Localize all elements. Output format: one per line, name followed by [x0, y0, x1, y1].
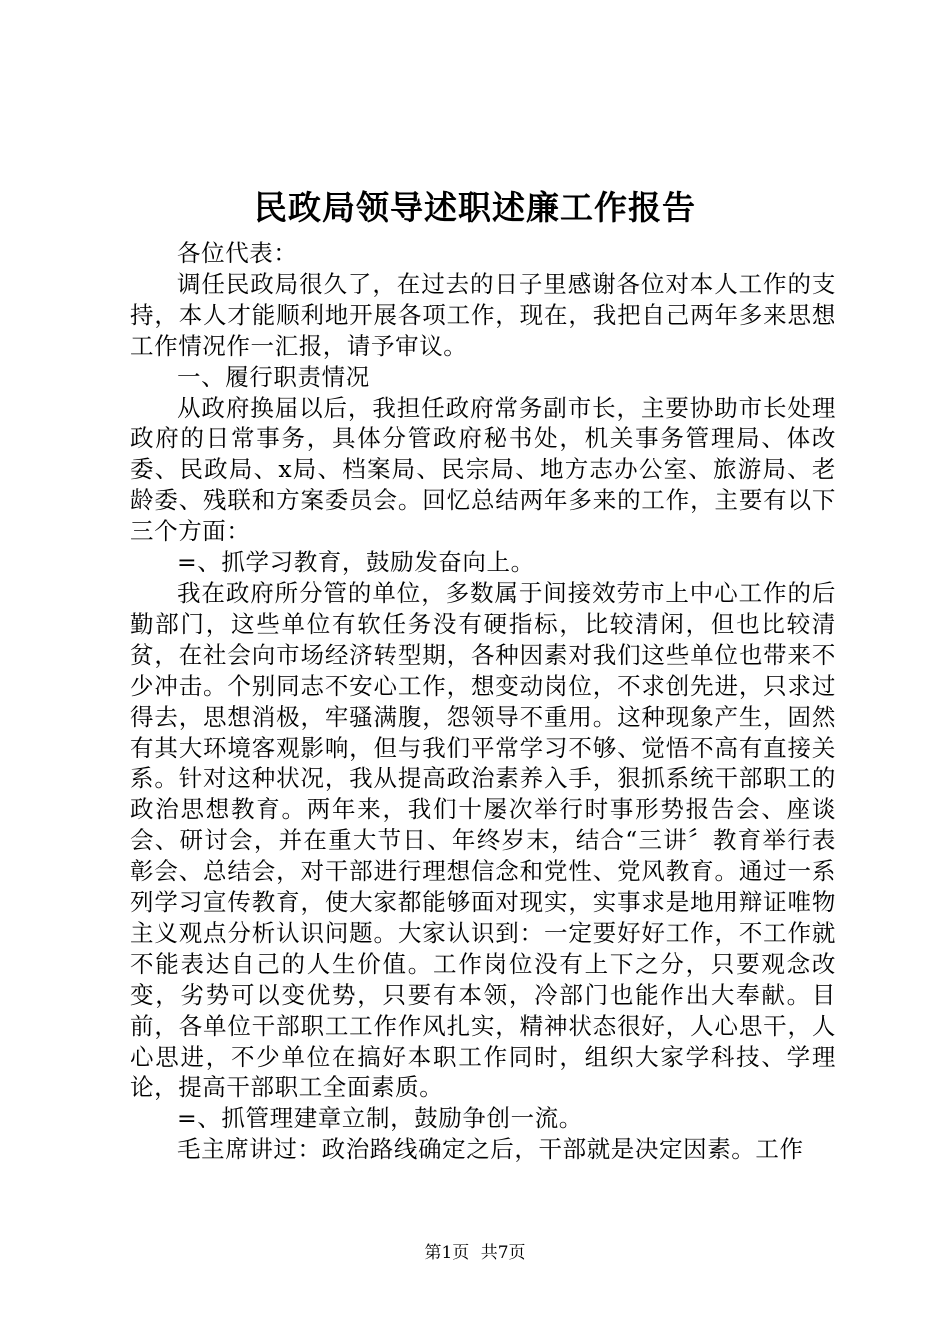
- document-body: [130, 238, 836, 1165]
- study-education-paragraph: 我在政府所分管的单位，多数属于间接效劳市上中心工作的后勤部门，这些单位有软任务没有硬指标，比较清闲，但也比较清贫，在社会向市场经济转型期，各种因素对我们这些单位也带来不少冲击。个别同志不安心工作，想变动岗位，不求创先进，只求过得去，思想消极，牢骚满腹，怨领导不重用。这种现象产生，固然有其大环境客观影响，但与我们平常学习不够、觉悟不高有直接关系。针对这种状况，我从提高政治素养入手，狠抓系统干部职工的政治思想教育。两年来，我们十屡次举行时事形势报告会、座谈会、研讨会，并在重大节日、年终岁末，结合“三讲〞教育举行表彰会、总结会，对干部进行理想信念和党性、党风教育。通过一系列学习宣传教育，使大家都能够面对现实，实事求是地用辩证唯物主义观点分析认识问题。大家认识到：一定要好好工作，不工作就不能表达自己的人生价值。工作岗位没有上下之分，只要观念改变，劣势可以变优势，只要有本领，冷部门也能作出大奉献。目前，各单位干部职工工作作风扎实，精神状态很好，人心思干，人心思进，不少单位在搞好本职工作同时，组织大家学科技、学理论，提高干部职工全面素质。: [130, 578, 836, 1102]
- document-title: 民政局领导述职述廉工作报告: [254, 188, 696, 227]
- subheading-management: =、抓管理建章立制，鼓励争创一流。: [177, 1104, 583, 1133]
- section-heading-duties: 一、履行职责情况: [177, 362, 370, 391]
- intro-paragraph: 调任民政局很久了，在过去的日子里感谢各位对本人工作的支持，本人才能顺利地开展各项工作，现在，我把自己两年多来思想工作情况作一汇报，请予审议。: [130, 269, 836, 360]
- management-paragraph: 毛主席讲过：政治路线确定之后，干部就是决定因素。工作: [177, 1135, 804, 1164]
- salutation: 各位代表：: [177, 239, 298, 267]
- subheading-study-education: =、抓学习教育，鼓励发奋向上。: [177, 548, 535, 577]
- page-number-footer: 第1页 共7页: [424, 1243, 526, 1263]
- duties-paragraph: 从政府换届以后，我担任政府常务副市长，主要协助市长处理政府的日常事务，具体分管政府秘书处，机关事务管理局、体改委、民政局、x局、档案局、民宗局、地方志办公室、旅游局、老龄委、残联和方案委员会。回忆总结两年多来的工作，主要有以下三个方面：: [130, 393, 836, 546]
